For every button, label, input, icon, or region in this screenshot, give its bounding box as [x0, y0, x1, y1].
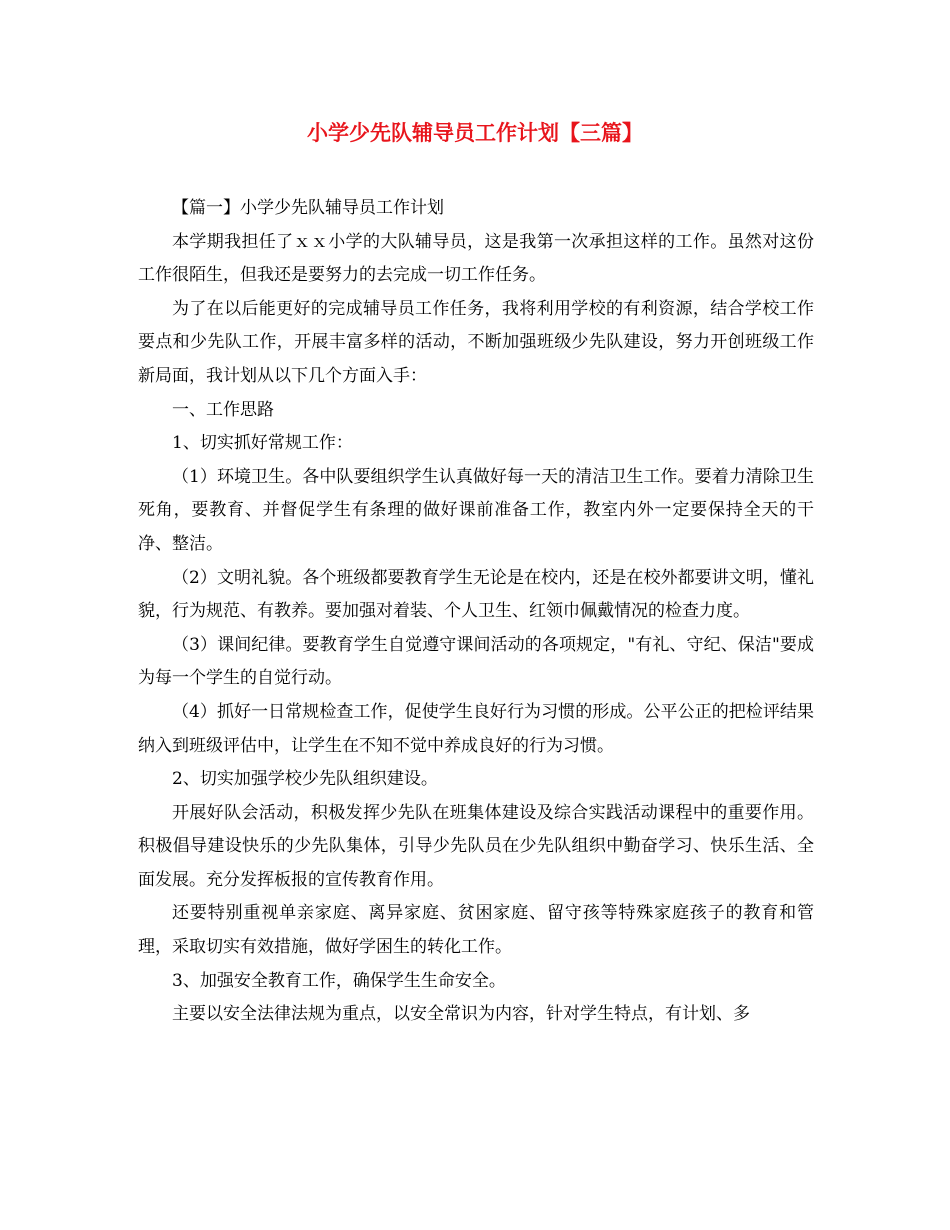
paragraph: 开展好队会活动，积极发挥少先队在班集体建设及综合实践活动课程中的重要作用。积极倡导建设快乐的少先队集体，引导少先队员在少先队组织中勤奋学习、快乐生活、全面发展。充分发挥板报的宣传教育作用。: [138, 802, 814, 890]
paragraph: 为了在以后能更好的完成辅导员工作任务，我将利用学校的有利资源，结合学校工作要点和少先队工作，开展丰富多样的活动，不断加强班级少先队建设，努力开创班级工作新局面，我计划从以下几个方面入手：: [138, 298, 814, 386]
paragraph: 【篇一】小学少先队辅导员工作计划: [172, 198, 444, 218]
document-title: 小学少先队辅导员工作计划【三篇】: [307, 120, 643, 145]
paragraph: 3、加强安全教育工作，确保学生生命安全。: [172, 970, 506, 991]
paragraph: 2、切实加强学校少先队组织建设。: [172, 769, 438, 790]
paragraph: （2）文明礼貌。各个班级都要教育学生无论是在校内，还是在校外都要讲文明，懂礼貌，行为规范、有教养。要加强对着装、个人卫生、红领巾佩戴情况的检查力度。: [138, 567, 814, 622]
paragraph: （3）课间纪律。要教育学生自觉遵守课间活动的各项规定，"有礼、守纪、保洁"要成为每一个学生的自觉行动。: [138, 634, 814, 689]
document-body: [138, 192, 814, 1032]
paragraph: 一、工作思路: [172, 399, 274, 420]
paragraph: 主要以安全法律法规为重点，以安全常识为内容，针对学生特点，有计划、多: [172, 1004, 750, 1025]
paragraph: 还要特别重视单亲家庭、离异家庭、贫困家庭、留守孩等特殊家庭孩子的教育和管理，采取切实有效措施，做好学困生的转化工作。: [138, 903, 814, 958]
paragraph: 1、切实抓好常规工作：: [172, 433, 353, 454]
paragraph: （4）抓好一日常规检查工作，促使学生良好行为习惯的形成。公平公正的把检评结果纳入到班级评估中，让学生在不知不觉中养成良好的行为习惯。: [138, 701, 814, 756]
paragraph: 本学期我担任了ｘｘ小学的大队辅导员，这是我第一次承担这样的工作。虽然对这份工作很陌生，但我还是要努力的去完成一切工作任务。: [138, 231, 814, 286]
paragraph: （1）环境卫生。各中队要组织学生认真做好每一天的清洁卫生工作。要着力清除卫生死角，要教育、并督促学生有条理的做好课前准备工作，教室内外一定要保持全天的干净、整洁。: [138, 466, 814, 554]
